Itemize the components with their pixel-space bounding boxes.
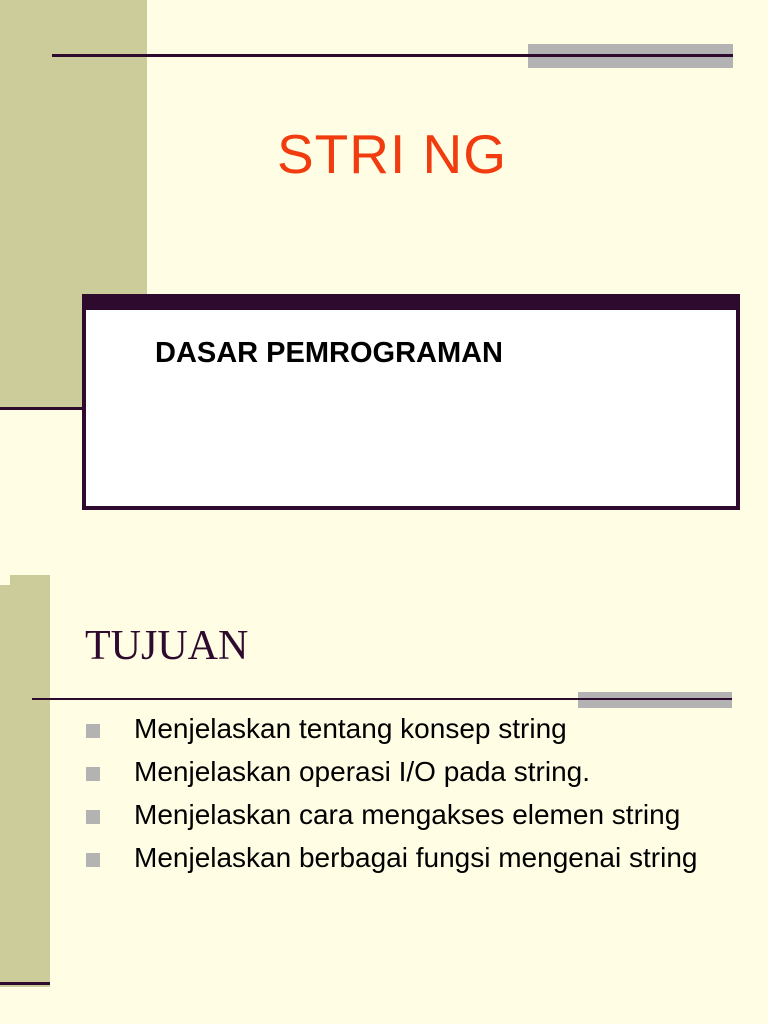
grey-square-bullet-icon xyxy=(86,853,100,867)
bullet-text: Menjelaskan cara mengakses elemen string xyxy=(134,799,681,830)
grey-square-bullet-icon xyxy=(86,767,100,781)
slide-title: STRI NG xyxy=(276,123,508,185)
subtitle-box xyxy=(82,294,740,510)
bullet-text: Menjelaskan operasi I/O pada string. xyxy=(134,756,591,787)
slide2-sidebar-rule xyxy=(0,982,50,985)
slide2-sidebar xyxy=(0,575,50,987)
bullet-text: Menjelaskan tentang konsep string xyxy=(134,713,567,744)
slide1-grey-accent-bar xyxy=(528,44,733,68)
section-heading: TUJUAN xyxy=(85,623,249,669)
grey-square-bullet-icon xyxy=(86,810,100,824)
list-item xyxy=(86,841,746,875)
grey-square-bullet-icon xyxy=(86,724,100,738)
slide-subtitle: DASAR PEMROGRAMAN xyxy=(155,337,503,369)
bullet-list xyxy=(86,712,746,884)
list-item xyxy=(86,755,746,789)
slide2-grey-accent-bar xyxy=(578,692,732,708)
slide1-sidebar-rule xyxy=(0,407,82,410)
bullet-text: Menjelaskan berbagai fungsi mengenai string xyxy=(134,842,698,873)
list-item xyxy=(86,798,746,832)
slide2-sidebar-notch xyxy=(0,575,10,585)
list-item xyxy=(86,712,746,746)
